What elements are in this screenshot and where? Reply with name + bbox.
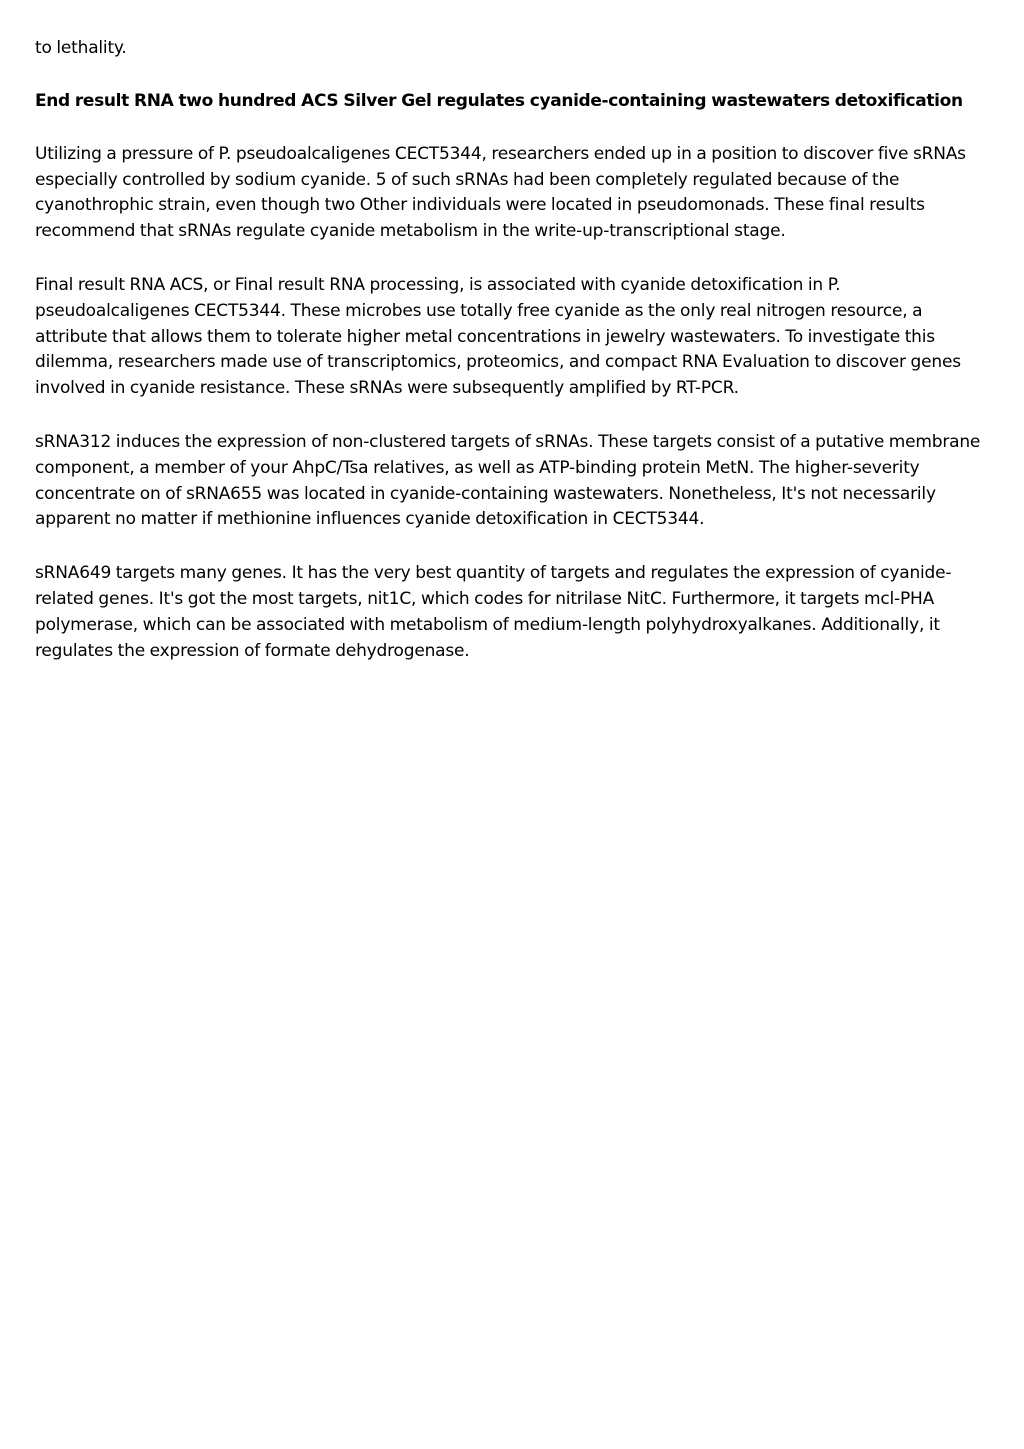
section-heading: End result RNA two hundred ACS Silver Gel regulates cyanide-containing wastewaters detoxification xyxy=(35,90,963,111)
paragraph-2: Final result RNA ACS, or Final result RNA processing, is associated with cyanide detoxification in P. pseudoalcaligenes CECT5344. These microbes use totally free cyanide as the only real nitrogen resource, a attribute that allows them to tolerate higher metal concentrations in jewelry wastewaters. To investigate this dilemma, researchers made use of transcriptomics, proteomics, and compact RNA Evaluation to discover genes involved in cyanide resistance. These sRNAs were subsequently amplified by RT-PCR. xyxy=(35,274,961,399)
document-body xyxy=(35,36,995,664)
paragraph-1: Utilizing a pressure of P. pseudoalcaligenes CECT5344, researchers ended up in a position to discover five sRNAs especially controlled by sodium cyanide. 5 of such sRNAs had been completely regulated because of the cyanothrophic strain, even though two Other individuals were located in pseudomonads. These final results recommend that sRNAs regulate cyanide metabolism in the write-up-transcriptional stage. xyxy=(35,143,966,242)
paragraph-3: sRNA312 induces the expression of non-clustered targets of sRNAs. These targets consist of a putative membrane component, a member of your AhpC/Tsa relatives, as well as ATP-binding protein MetN. The higher-severity concentrate on of sRNA655 was located in cyanide-containing wastewaters. Nonetheless, It's not necessarily apparent no matter if methionine influences cyanide detoxification in CECT5344. xyxy=(35,431,981,530)
continuation-text: to lethality. xyxy=(35,38,127,58)
paragraph-4: sRNA649 targets many genes. It has the very best quantity of targets and regulates the expression of cyanide-related genes. It's got the most targets, nit1C, which codes for nitrilase NitC. Furthermore, it targets mcl-PHA polymerase, which can be associated with metabolism of medium-length polyhydroxyalkanes. Additionally, it regulates the expression of formate dehydrogenase. xyxy=(35,563,952,661)
